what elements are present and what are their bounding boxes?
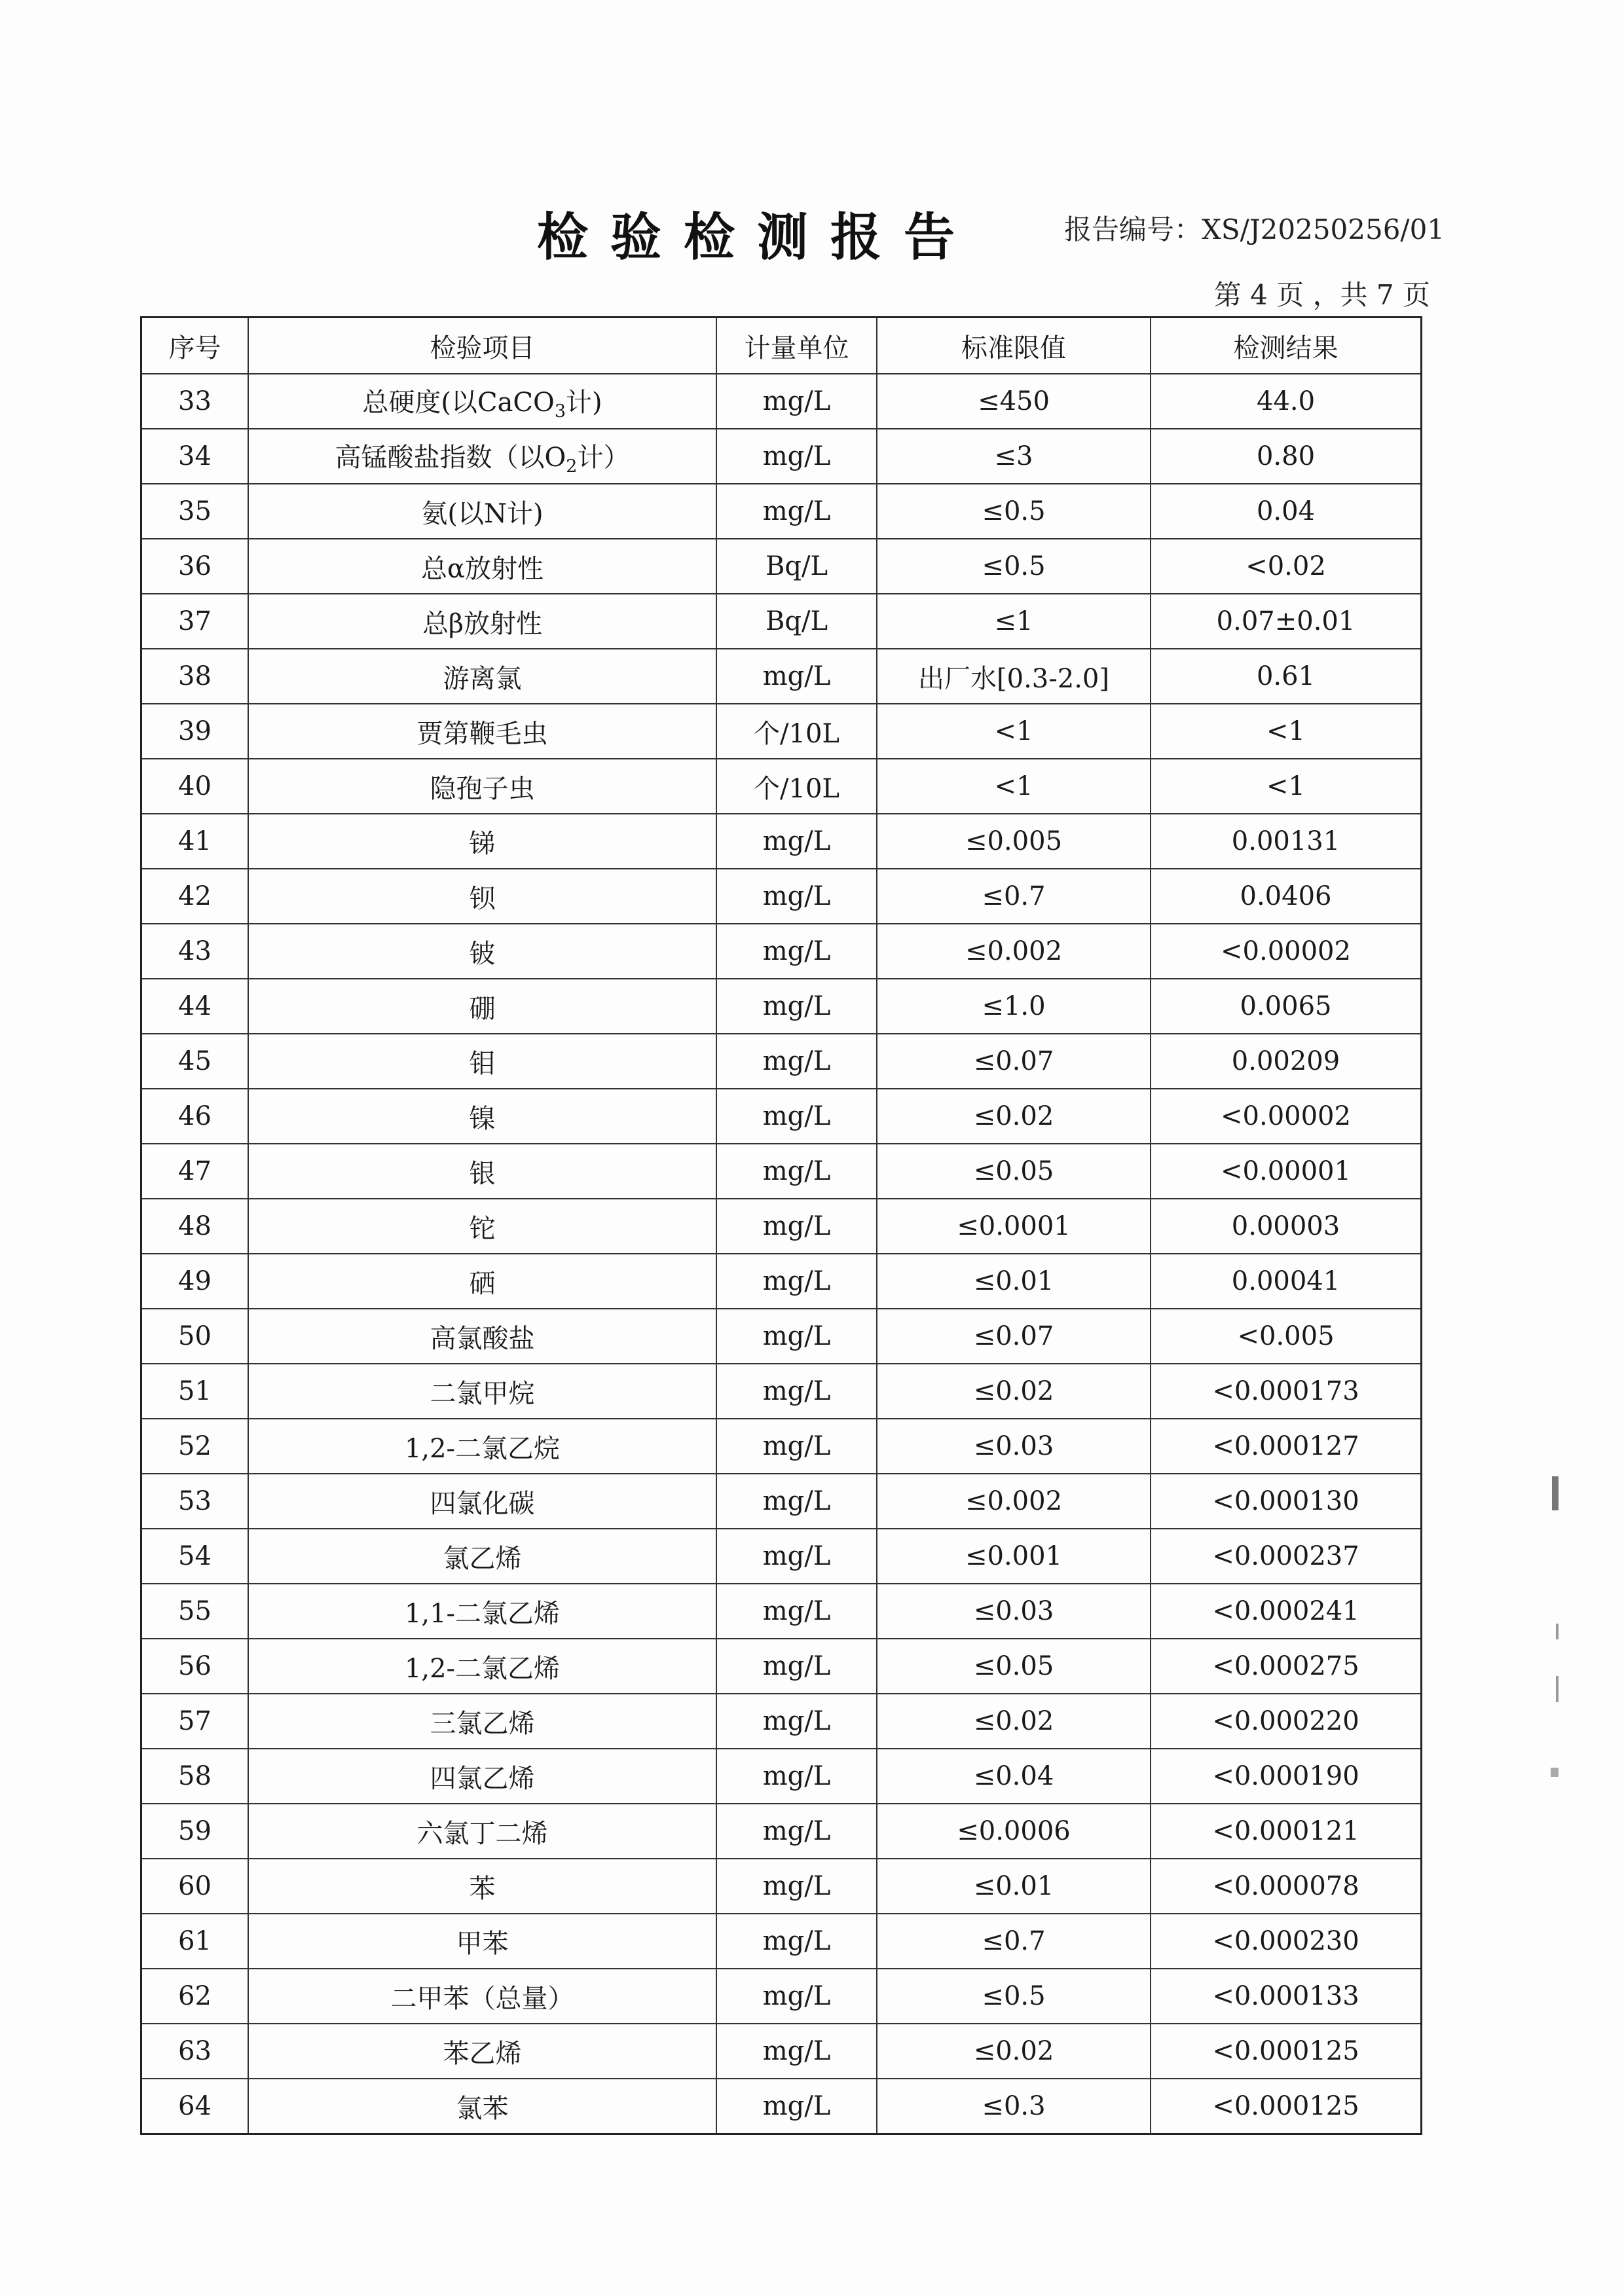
scan-mark [1556, 1624, 1559, 1639]
cell-limit: ≤0.002 [877, 924, 1151, 979]
table-row [142, 979, 1420, 1034]
cell-item-text: 计） [577, 442, 630, 473]
cell-limit: ≤0.02 [877, 1089, 1151, 1144]
cell-item: 总β放射性 [248, 594, 716, 649]
table-row [142, 1144, 1420, 1199]
cell-item: 苯 [248, 1859, 716, 1914]
cell-item-text: 总硬度(以CaCO [362, 387, 555, 418]
cell-limit: ≤0.04 [877, 1749, 1151, 1804]
cell-item: 三氯乙烯 [248, 1694, 716, 1749]
cell-no: 52 [142, 1419, 248, 1474]
cell-unit: Bq/L [716, 539, 877, 594]
report-title: 检验检测报告 [537, 208, 978, 267]
table-row [142, 539, 1420, 594]
cell-no: 44 [142, 979, 248, 1034]
cell-no: 62 [142, 1969, 248, 2024]
cell-result: <0.000121 [1151, 1804, 1420, 1859]
cell-item: 隐孢子虫 [248, 759, 716, 814]
cell-limit: ≤0.7 [877, 869, 1151, 924]
table-row [142, 1804, 1420, 1859]
column-header-item: 检验项目 [248, 318, 716, 374]
table-row [142, 1694, 1420, 1749]
column-header-limit: 标准限值 [877, 318, 1151, 374]
cell-limit: ≤0.07 [877, 1309, 1151, 1364]
table-row [142, 1034, 1420, 1089]
cell-item: 铊 [248, 1199, 716, 1254]
cell-limit: <1 [877, 704, 1151, 759]
cell-item: 氨(以N计) [248, 484, 716, 539]
cell-limit: ≤450 [877, 374, 1151, 429]
table-row [142, 1639, 1420, 1694]
table-row [142, 1199, 1420, 1254]
cell-result: <0.000190 [1151, 1749, 1420, 1804]
cell-limit: ≤0.05 [877, 1144, 1151, 1199]
cell-limit: ≤0.3 [877, 2079, 1151, 2133]
cell-limit: ≤1 [877, 594, 1151, 649]
cell-item: 高氯酸盐 [248, 1309, 716, 1364]
cell-item: 1,1-二氯乙烯 [248, 1584, 716, 1639]
cell-item: 四氯乙烯 [248, 1749, 716, 1804]
table-row [142, 2024, 1420, 2079]
cell-result: <0.000241 [1151, 1584, 1420, 1639]
cell-item-text: 计) [566, 387, 602, 418]
cell-unit: mg/L [716, 484, 877, 539]
cell-result: <0.000133 [1151, 1969, 1420, 2024]
cell-item: 硼 [248, 979, 716, 1034]
cell-item: 银 [248, 1144, 716, 1199]
cell-unit: mg/L [716, 1309, 877, 1364]
cell-limit: ≤0.01 [877, 1859, 1151, 1914]
cell-no: 54 [142, 1529, 248, 1584]
cell-limit: ≤0.03 [877, 1419, 1151, 1474]
report-number: 报告编号：XS/J20250256/01 [1064, 213, 1445, 246]
cell-limit: ≤0.002 [877, 1474, 1151, 1529]
cell-limit: ≤0.01 [877, 1254, 1151, 1309]
cell-item [248, 374, 716, 429]
cell-item: 锑 [248, 814, 716, 869]
cell-no: 37 [142, 594, 248, 649]
cell-result: <0.000275 [1151, 1639, 1420, 1694]
cell-result: <0.00002 [1151, 1089, 1420, 1144]
column-header-no: 序号 [142, 318, 248, 374]
cell-limit: ≤0.5 [877, 1969, 1151, 2024]
cell-item: 硒 [248, 1254, 716, 1309]
table-row [142, 1309, 1420, 1364]
cell-unit: mg/L [716, 429, 877, 484]
cell-unit: mg/L [716, 1254, 877, 1309]
cell-result: <1 [1151, 759, 1420, 814]
scan-mark [1551, 1768, 1559, 1777]
cell-result: 0.00131 [1151, 814, 1420, 869]
table-row [142, 1254, 1420, 1309]
cell-unit: mg/L [716, 1474, 877, 1529]
cell-no: 48 [142, 1199, 248, 1254]
cell-result: 0.00041 [1151, 1254, 1420, 1309]
cell-unit: mg/L [716, 1144, 877, 1199]
results-table [140, 316, 1422, 2135]
cell-unit: 个/10L [716, 759, 877, 814]
table-row [142, 869, 1420, 924]
cell-unit: mg/L [716, 1639, 877, 1694]
cell-item: 甲苯 [248, 1914, 716, 1969]
cell-unit: mg/L [716, 1034, 877, 1089]
cell-item: 贾第鞭毛虫 [248, 704, 716, 759]
cell-no: 39 [142, 704, 248, 759]
cell-limit: ≤0.07 [877, 1034, 1151, 1089]
cell-no: 57 [142, 1694, 248, 1749]
table-row [142, 594, 1420, 649]
cell-unit: mg/L [716, 869, 877, 924]
cell-limit: ≤0.005 [877, 814, 1151, 869]
cell-result: 0.61 [1151, 649, 1420, 704]
cell-limit: ≤1.0 [877, 979, 1151, 1034]
cell-unit: mg/L [716, 924, 877, 979]
cell-no: 60 [142, 1859, 248, 1914]
table-row [142, 1529, 1420, 1584]
cell-item [248, 429, 716, 484]
cell-item: 四氯化碳 [248, 1474, 716, 1529]
table-row [142, 1474, 1420, 1529]
cell-no: 58 [142, 1749, 248, 1804]
cell-unit: mg/L [716, 1089, 877, 1144]
table-row [142, 924, 1420, 979]
cell-unit: mg/L [716, 1969, 877, 2024]
cell-unit: mg/L [716, 1749, 877, 1804]
cell-result: <0.000127 [1151, 1419, 1420, 1474]
cell-limit: ≤0.02 [877, 1364, 1151, 1419]
table-row [142, 649, 1420, 704]
cell-item: 二甲苯（总量） [248, 1969, 716, 2024]
table-row [142, 704, 1420, 759]
cell-unit: mg/L [716, 1364, 877, 1419]
cell-result: 0.00003 [1151, 1199, 1420, 1254]
cell-limit: ≤0.03 [877, 1584, 1151, 1639]
column-header-result: 检测结果 [1151, 318, 1420, 374]
cell-result: <0.00002 [1151, 924, 1420, 979]
cell-limit: ≤0.5 [877, 539, 1151, 594]
cell-limit: ≤0.001 [877, 1529, 1151, 1584]
cell-no: 36 [142, 539, 248, 594]
cell-no: 38 [142, 649, 248, 704]
cell-item-text: 高锰酸盐指数（以O [335, 442, 566, 473]
cell-result: <1 [1151, 704, 1420, 759]
cell-result: 0.00209 [1151, 1034, 1420, 1089]
cell-no: 40 [142, 759, 248, 814]
cell-no: 43 [142, 924, 248, 979]
cell-no: 56 [142, 1639, 248, 1694]
cell-no: 64 [142, 2079, 248, 2133]
table-body [142, 374, 1420, 2133]
cell-no: 51 [142, 1364, 248, 1419]
cell-result: <0.00001 [1151, 1144, 1420, 1199]
cell-result: 0.80 [1151, 429, 1420, 484]
cell-no: 33 [142, 374, 248, 429]
cell-item: 二氯甲烷 [248, 1364, 716, 1419]
cell-no: 50 [142, 1309, 248, 1364]
cell-item: 氯苯 [248, 2079, 716, 2133]
cell-unit: mg/L [716, 2024, 877, 2079]
scan-mark [1552, 1476, 1559, 1510]
cell-unit: mg/L [716, 1529, 877, 1584]
cell-limit: ≤0.7 [877, 1914, 1151, 1969]
cell-unit: mg/L [716, 649, 877, 704]
table-row [142, 374, 1420, 429]
cell-unit: mg/L [716, 1584, 877, 1639]
table-header-row [142, 318, 1420, 374]
cell-no: 55 [142, 1584, 248, 1639]
cell-limit: ≤0.5 [877, 484, 1151, 539]
cell-unit: mg/L [716, 1804, 877, 1859]
table-row [142, 484, 1420, 539]
cell-item: 1,2-二氯乙烯 [248, 1639, 716, 1694]
table-row [142, 2079, 1420, 2133]
cell-result: <0.000173 [1151, 1364, 1420, 1419]
cell-result: 0.0065 [1151, 979, 1420, 1034]
cell-no: 34 [142, 429, 248, 484]
cell-result: <0.02 [1151, 539, 1420, 594]
cell-limit: ≤0.05 [877, 1639, 1151, 1694]
cell-item: 六氯丁二烯 [248, 1804, 716, 1859]
cell-item: 总α放射性 [248, 539, 716, 594]
table-row [142, 429, 1420, 484]
cell-item: 钡 [248, 869, 716, 924]
column-header-unit: 计量单位 [716, 318, 877, 374]
cell-unit: mg/L [716, 374, 877, 429]
cell-item: 钼 [248, 1034, 716, 1089]
cell-result: <0.000078 [1151, 1859, 1420, 1914]
cell-no: 61 [142, 1914, 248, 1969]
cell-unit: 个/10L [716, 704, 877, 759]
cell-item: 1,2-二氯乙烷 [248, 1419, 716, 1474]
cell-no: 46 [142, 1089, 248, 1144]
cell-result: <0.000230 [1151, 1914, 1420, 1969]
cell-item: 铍 [248, 924, 716, 979]
cell-unit: mg/L [716, 979, 877, 1034]
page-indicator: 第 4 页 ，共 7 页 [1213, 279, 1430, 311]
cell-no: 35 [142, 484, 248, 539]
cell-unit: Bq/L [716, 594, 877, 649]
scan-mark [1556, 1676, 1559, 1702]
cell-no: 41 [142, 814, 248, 869]
cell-result: 0.07±0.01 [1151, 594, 1420, 649]
cell-unit: mg/L [716, 1199, 877, 1254]
cell-result: <0.005 [1151, 1309, 1420, 1364]
cell-no: 45 [142, 1034, 248, 1089]
cell-result: 44.0 [1151, 374, 1420, 429]
cell-item-subscript: 2 [566, 456, 578, 477]
table-row [142, 1089, 1420, 1144]
cell-unit: mg/L [716, 1419, 877, 1474]
cell-result: <0.000220 [1151, 1694, 1420, 1749]
cell-item: 游离氯 [248, 649, 716, 704]
cell-result: <0.000125 [1151, 2024, 1420, 2079]
table-row [142, 1364, 1420, 1419]
cell-limit: ≤0.02 [877, 2024, 1151, 2079]
table-row [142, 759, 1420, 814]
cell-limit: ≤3 [877, 429, 1151, 484]
cell-result: 0.04 [1151, 484, 1420, 539]
table-row [142, 814, 1420, 869]
cell-no: 63 [142, 2024, 248, 2079]
cell-unit: mg/L [716, 1859, 877, 1914]
table-row [142, 1969, 1420, 2024]
cell-limit: ≤0.0006 [877, 1804, 1151, 1859]
cell-no: 53 [142, 1474, 248, 1529]
cell-no: 42 [142, 869, 248, 924]
cell-item-subscript: 3 [554, 401, 566, 422]
cell-unit: mg/L [716, 1914, 877, 1969]
table-row [142, 1584, 1420, 1639]
cell-item: 镍 [248, 1089, 716, 1144]
cell-item: 苯乙烯 [248, 2024, 716, 2079]
cell-item: 氯乙烯 [248, 1529, 716, 1584]
cell-result: <0.000125 [1151, 2079, 1420, 2133]
cell-limit: 出厂水[0.3-2.0] [877, 649, 1151, 704]
cell-unit: mg/L [716, 814, 877, 869]
table-row [142, 1859, 1420, 1914]
cell-no: 49 [142, 1254, 248, 1309]
table-row [142, 1749, 1420, 1804]
cell-result: <0.000237 [1151, 1529, 1420, 1584]
table-row [142, 1914, 1420, 1969]
table-row [142, 1419, 1420, 1474]
cell-unit: mg/L [716, 1694, 877, 1749]
cell-unit: mg/L [716, 2079, 877, 2133]
cell-no: 47 [142, 1144, 248, 1199]
cell-result: <0.000130 [1151, 1474, 1420, 1529]
cell-limit: ≤0.0001 [877, 1199, 1151, 1254]
cell-no: 59 [142, 1804, 248, 1859]
cell-limit: <1 [877, 759, 1151, 814]
cell-limit: ≤0.02 [877, 1694, 1151, 1749]
cell-result: 0.0406 [1151, 869, 1420, 924]
